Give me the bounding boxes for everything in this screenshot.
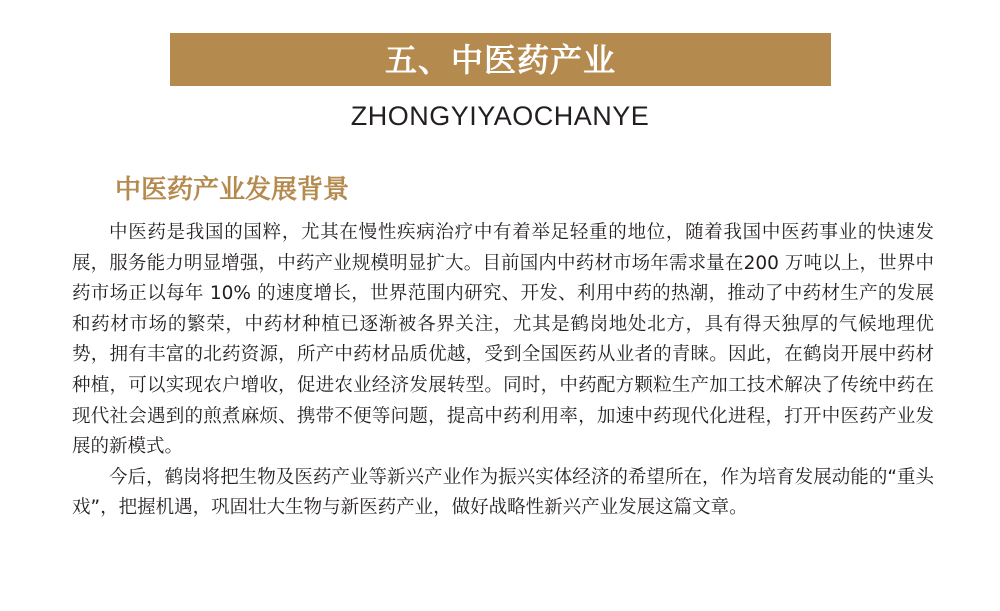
section-heading: 中医药产业发展背景 [115, 175, 350, 205]
paragraph-outlook: 今后，鹤岗将把生物及医药产业等新兴产业作为振兴实体经济的希望所在，作为培育发展动能的“重头戏”，把握机遇，巩固壮大生物与新医药产业，做好战略性新兴产业发展这篇文章。 [72, 466, 934, 519]
page-subtitle: ZHONGYIYAOCHANYE [350, 101, 650, 131]
section-body [72, 218, 934, 524]
title-banner [170, 33, 831, 86]
paragraph-background: 中医药是我国的国粹，尤其在慢性疾病治疗中有着举足轻重的地位，随着我国中医药事业的快速发展，服务能力明显增强，中药产业规模明显扩大。目前国内中药材市场年需求量在200 万吨以上，世界中药市场正以每年 10% 的速度增长，世界范围内研究、开发、利用中药的热潮，推动了中药材生产的发展和药材市场的繁荣，中药材种植已逐渐被各界关注，尤其是鹤岗地处北方，具有得天独厚的气候地理优势，拥有丰富的北药资源，所产中药材品质优越，受到全国医药从业者的青睐。因此，在鹤岗开展中药材种植，可以实现农户增收，促进农业经济发展转型。同时，中药配方颗粒生产加工技术解决了传统中药在现代社会遇到的煎煮麻烦、携带不便等问题，提高中药利用率，加速中药现代化进程，打开中医药产业发展的新模式。 [72, 222, 934, 458]
page-title: 五、中医药产业 [384, 40, 616, 79]
